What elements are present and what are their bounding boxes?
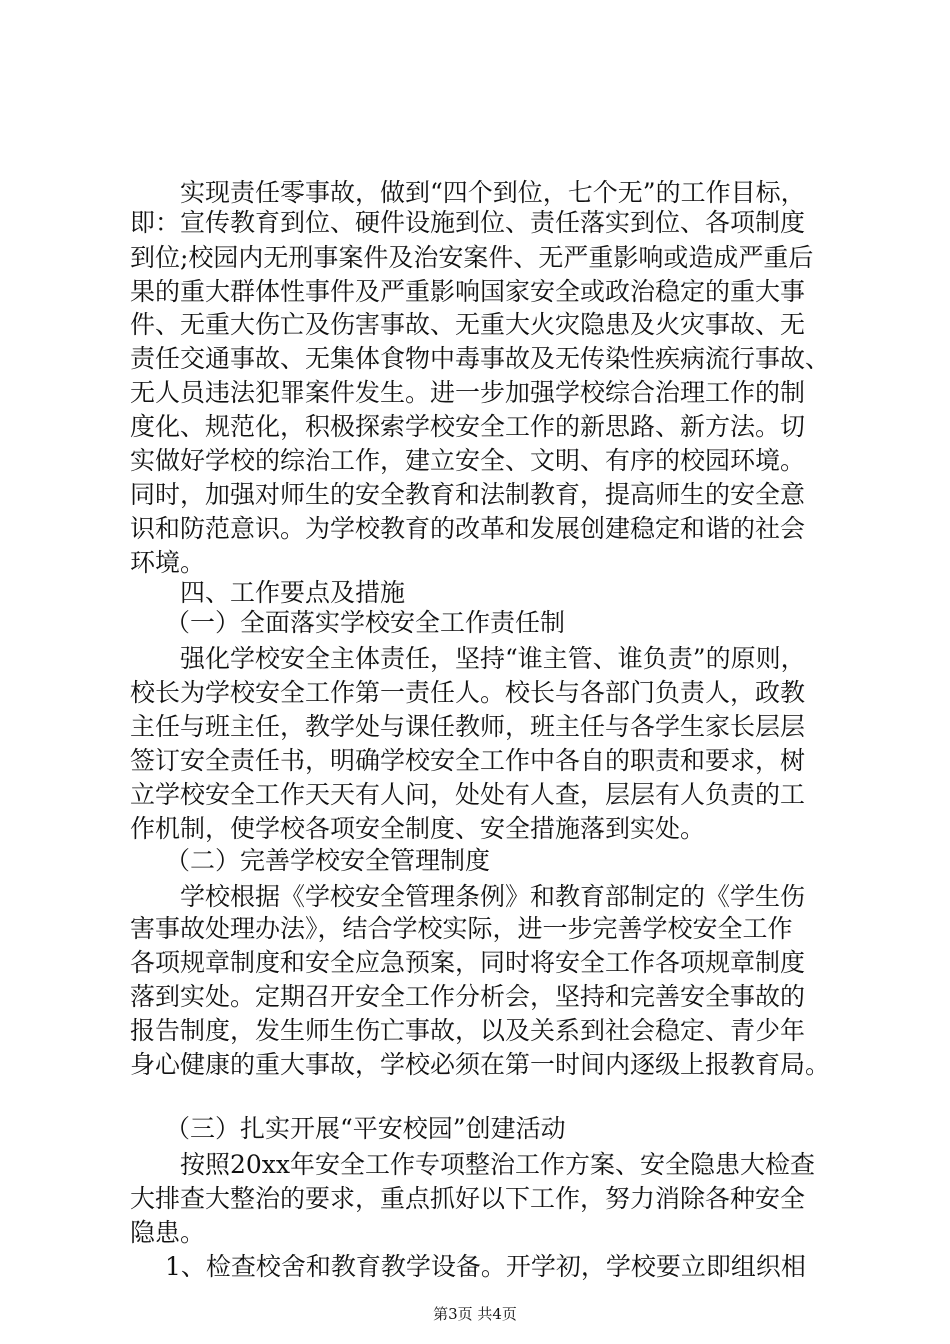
text-line: 立学校安全工作天天有人问，处处有人查，层层有人负责的工 xyxy=(130,780,806,809)
text-line: 隐患。 xyxy=(130,1218,206,1247)
text-line: 责任交通事故、无集体食物中毒事故及无传染性疾病流行事故、 xyxy=(130,344,831,373)
subsection-heading: （一）全面落实学校安全工作责任制 xyxy=(165,608,566,637)
text-line: 主任与班主任，教学处与课任教师，班主任与各学生家长层层 xyxy=(130,712,806,741)
text-line: 各项规章制度和安全应急预案，同时将安全工作各项规章制度 xyxy=(130,948,806,977)
text-line: 按照20xx年安全工作专项整治工作方案、安全隐患大检查 xyxy=(180,1150,816,1179)
text-line: 无人员违法犯罪案件发生。进一步加强学校综合治理工作的制 xyxy=(130,378,806,407)
text-line: 落到实处。定期召开安全工作分析会，坚持和完善安全事故的 xyxy=(130,982,806,1011)
text-line: 强化学校安全主体责任，坚持“谁主管、谁负责”的原则， xyxy=(180,644,806,673)
text-line: 实做好学校的综治工作，建立安全、文明、有序的校园环境。 xyxy=(130,446,806,475)
text-line: 签订安全责任书，明确学校安全工作中各自的职责和要求，树 xyxy=(130,746,806,775)
text-line: 害事故处理办法》，结合学校实际，进一步完善学校安全工作 xyxy=(130,914,793,943)
text-line: 即：宣传教育到位、硬件设施到位、责任落实到位、各项制度 xyxy=(130,208,806,237)
text-line: 实现责任零事故，做到“四个到位，七个无”的工作目标， xyxy=(180,178,806,207)
text-line: 学校根据《学校安全管理条例》和教育部制定的《学生伤 xyxy=(180,882,806,911)
text-line: 作机制，使学校各项安全制度、安全措施落到实处。 xyxy=(130,814,706,843)
text-line: 环境。 xyxy=(130,548,206,577)
text-line: 果的重大群体性事件及严重影响国家安全或政治稳定的重大事 xyxy=(130,277,806,306)
text-line: 度化、规范化，积极探索学校安全工作的新思路、新方法。切 xyxy=(130,412,806,441)
text-line: 识和防范意识。为学校教育的改革和发展创建稳定和谐的社会 xyxy=(130,514,806,543)
text-line: 1、检查校舍和教育教学设备。开学初，学校要立即组织相 xyxy=(165,1252,806,1281)
text-line: 身心健康的重大事故，学校必须在第一时间内逐级上报教育局。 xyxy=(130,1050,831,1079)
subsection-heading: （三）扎实开展“平安校园”创建活动 xyxy=(165,1114,566,1143)
subsection-heading: （二）完善学校安全管理制度 xyxy=(165,846,491,875)
section-heading: 四、工作要点及措施 xyxy=(180,578,406,607)
page-number: 第3页 共4页 xyxy=(433,1305,517,1323)
text-line: 校长为学校安全工作第一责任人。校长与各部门负责人，政教 xyxy=(130,678,806,707)
text-line: 到位;校园内无刑事案件及治安案件、无严重影响或造成严重后 xyxy=(130,243,814,272)
text-line: 报告制度，发生师生伤亡事故，以及关系到社会稳定、青少年 xyxy=(130,1016,806,1045)
text-line: 大排查大整治的要求，重点抓好以下工作，努力消除各种安全 xyxy=(130,1184,806,1213)
text-line: 件、无重大伤亡及伤害事故、无重大火灾隐患及火灾事故、无 xyxy=(130,310,806,339)
text-line: 同时，加强对师生的安全教育和法制教育，提高师生的安全意 xyxy=(130,480,806,509)
